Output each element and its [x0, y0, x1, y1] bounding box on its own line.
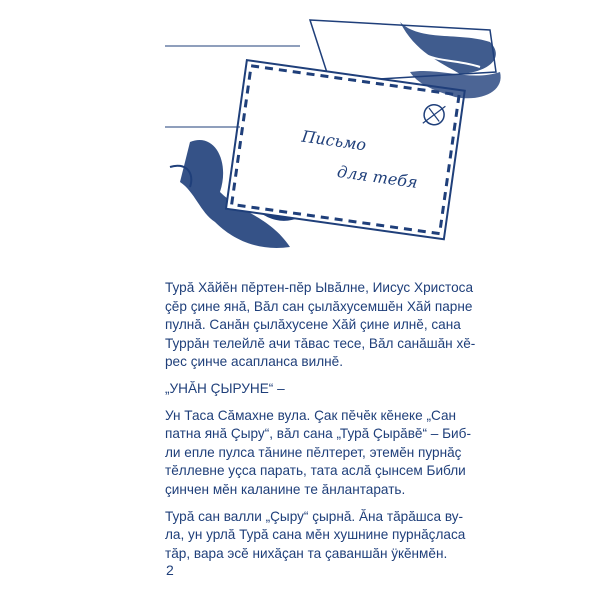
paragraph-3: Турă сан валли „Çыру“ çырнă. Ăна тăрăшса ву- ла, ун урлă Турă сана мĕн хушнине пурнăçласа тăр, вара эсĕ нихăçан та çаваншăн ÿкĕнмĕн.: [165, 508, 466, 561]
envelope-illustration: [160, 12, 515, 262]
envelope-handwriting-line1: Письмо: [300, 126, 368, 155]
section-heading: „УНĂН ÇЫРУНЕ“ –: [165, 380, 285, 396]
body-text: [165, 279, 520, 571]
paragraph-2: Ун Таса Сăмахне вула. Çак пĕчĕк кĕнеке „Сан патна янă Çыру“, вăл сана „Турă Çырăвĕ“ – Биб- ли епле пулса тăнине пĕлтерет, этемĕн пурнăç тĕллевне уçса парать, тата аслă çынсем Библи çинчен мĕн каланине те ăнлантарать.: [165, 407, 471, 497]
envelope-handwriting-line2: для тебя: [335, 161, 419, 192]
page-number: 2: [166, 562, 174, 578]
envelope-drawing: [160, 12, 515, 262]
paragraph-1: Турă Хăйĕн пĕртен-пĕр Ывăлне, Иисус Христоса çĕр çине янă, Вăл сан çылăхусемшĕн Хăй парне пулнă. Санăн çылăхусене Хăй çине илнĕ, сана Туррăн телейлĕ ачи тăвас тесе, Вăл санăшăн хĕ- рес çинче асапланса вилнĕ.: [165, 280, 476, 370]
